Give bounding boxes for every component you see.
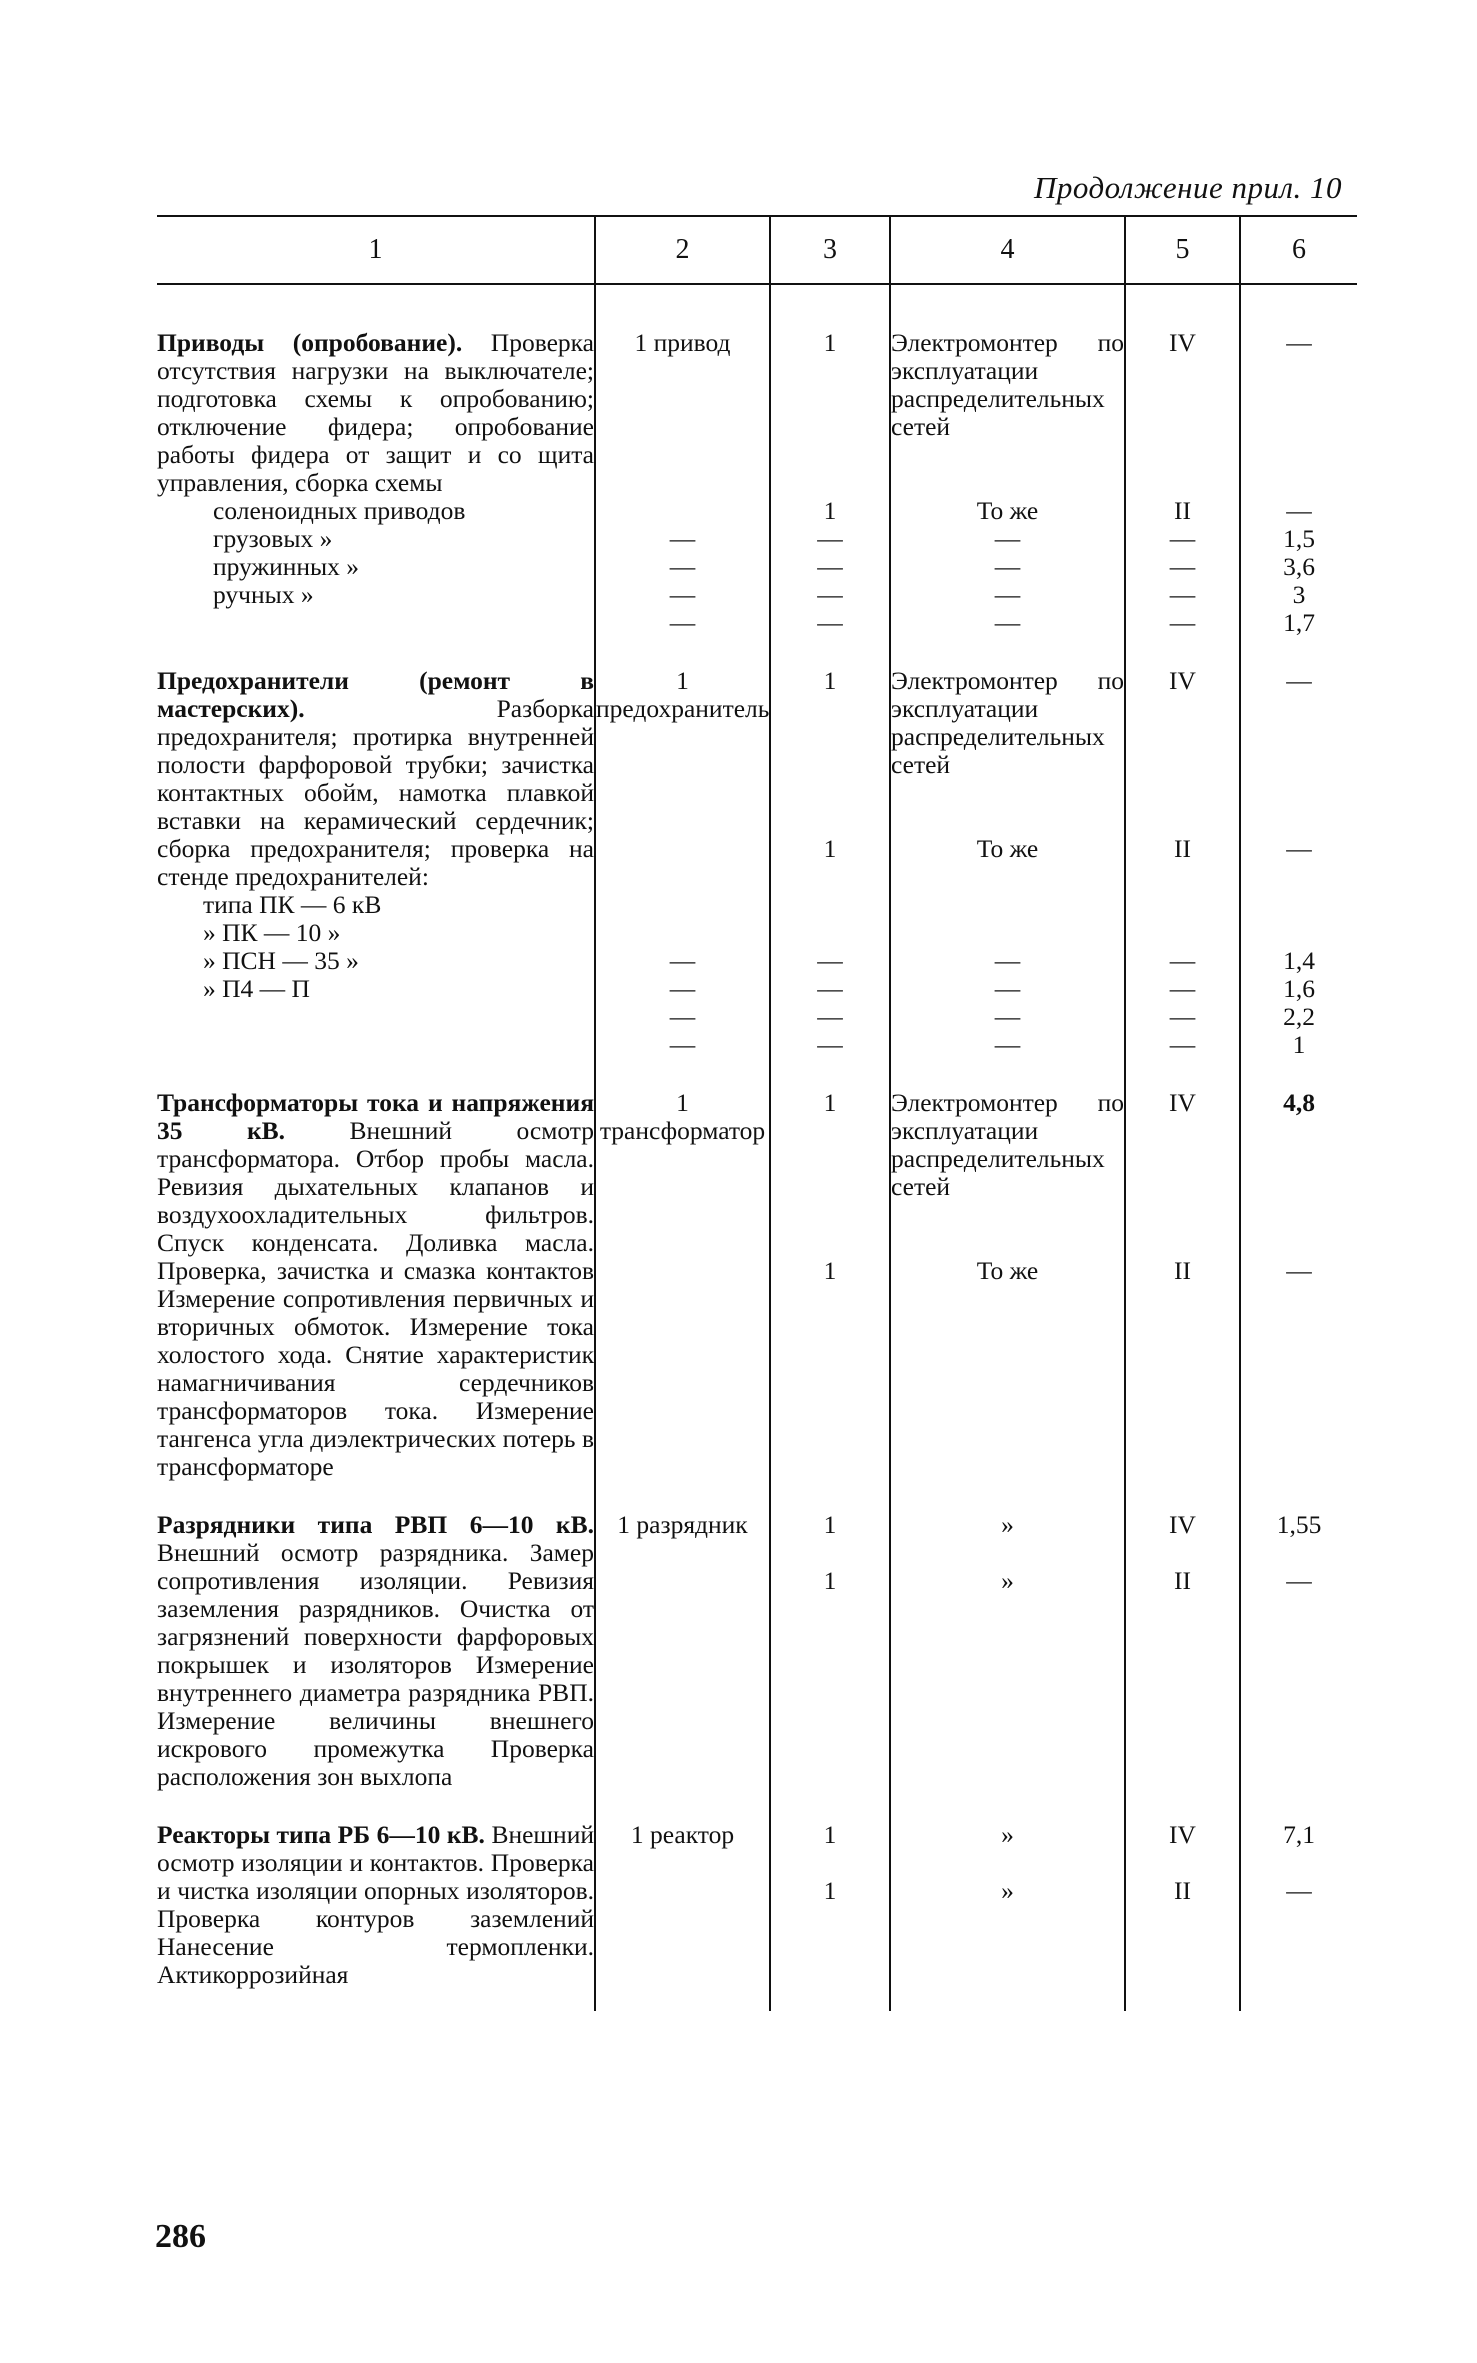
executor-ditto: » [1001,1566,1014,1595]
work-text: Проверка отсутствия нагрузки на выключателе; подготовка схемы к опробованию; отключение фидера; опробование работы фидера от защит и со щита управления, сборка схемы [157,328,594,497]
quantity-1: 1 [823,1820,837,1849]
dash: — [817,1002,843,1031]
work-description [157,1511,594,1791]
sub-value: 1 [1292,1030,1306,1059]
table-row [157,1791,1357,2011]
dash: — [1169,946,1196,975]
sub-value: 2,2 [1283,1002,1315,1031]
sub-item: типа ПК — 6 кВ [203,890,382,919]
work-title: Разрядники типа РВП 6—10 кВ. [157,1510,594,1539]
dash: — [994,580,1021,609]
dash: — [1169,1002,1196,1031]
dash: — [669,580,696,609]
quantity-2: 1 [823,1256,837,1285]
grade-2: II [1174,834,1191,863]
dash: — [994,1030,1021,1059]
work-description [157,1821,594,1989]
sub-item: грузовых » [213,524,333,553]
sub-value: 3,6 [1283,552,1315,581]
sub-item: » ПСН — 35 » [203,946,359,975]
continuation-label: Продолжение прил. 10 [1034,170,1342,205]
dash: — [1169,524,1196,553]
grade-2: II [1174,1566,1191,1595]
grade-1: IV [1169,1088,1196,1117]
dash: — [817,580,843,609]
sub-item: соленоидных приводов [213,496,466,525]
value-1: 7,1 [1283,1820,1315,1849]
grade-2: II [1174,496,1191,525]
grade-1: IV [1169,1510,1196,1539]
unit-cell: 1 реактор [630,1820,735,1849]
dash: — [669,974,696,1003]
works-table [157,215,1357,2011]
dash: — [1169,552,1196,581]
dash: — [994,524,1021,553]
sub-item: пружинных » [213,552,360,581]
grade-1: IV [1169,1820,1196,1849]
work-description [157,1089,594,1481]
sub-value: 1,4 [1283,946,1315,975]
dash: — [994,1002,1021,1031]
quantity-2: 1 [823,1566,837,1595]
value-1: — [1286,328,1312,357]
header-col-4: 4 [890,216,1125,284]
dash: — [669,1002,696,1031]
table-row [157,284,1357,637]
value-1: 1,55 [1276,1510,1322,1539]
table-row [157,1059,1357,1481]
dash: — [669,1030,696,1059]
value-1: — [1286,666,1312,695]
grade-2: II [1174,1876,1191,1905]
value-2: — [1286,1876,1312,1905]
executor-ditto: » [1001,1820,1014,1849]
header-col-1: 1 [157,216,595,284]
dash: — [817,974,843,1003]
grade-1: IV [1169,666,1196,695]
header-row [157,216,1357,284]
dash: — [669,946,696,975]
work-title: Реакторы типа РБ 6—10 кВ. [157,1820,485,1849]
quantity-2: 1 [823,496,837,525]
dash: — [817,946,843,975]
executor-same: То же [976,834,1039,863]
executor-same: То же [976,496,1039,525]
dash: — [994,608,1021,637]
sub-item: ручных » [213,580,314,609]
value-2: — [1286,1256,1312,1285]
work-text: Внешний осмотр изоляции и контактов. Проверка и чистка изоляции опорных изоляторов. Проверка контуров заземлений Нанесение термопленки. Актикоррозийная [157,1820,594,1989]
work-description [157,667,594,891]
work-text: Внешний осмотр разрядника. Замер сопротивления изоляции. Ревизия заземления разрядников. Очистка от загрязнений поверхности фарфоровых покрышек и изоляторов Измерение внутреннего диаметра разрядника РВП. Измерение величины внешнего искрового промежутка Проверка расположения зон выхлопа [157,1538,594,1791]
header-col-5: 5 [1125,216,1240,284]
grade-2: II [1174,1256,1191,1285]
work-title: Предохранители (ремонт в мастерских). [157,666,594,723]
value-2: — [1286,1566,1312,1595]
dash: — [994,974,1021,1003]
sub-item: » ПК — 10 » [203,918,341,947]
work-description [157,329,594,497]
dash: — [817,608,843,637]
executor: Электромонтер по эксплуатации распределительных сетей [891,1088,1124,1201]
page-number: 286 [155,2218,206,2255]
dash: — [817,1030,843,1059]
work-text: Внешний осмотр трансформатора. Отбор пробы масла. Ревизия дыхательных клапанов и воздухоохладительных фильтров. Спуск конденсата. Доливка масла. Проверка, зачистка и смазка контактов Измерение сопротивления первичных и вторичных обмоток. Измерение тока холостого хода. Снятие характеристик намагничивания сердечников трансформаторов тока. Измерение тангенса угла диэлектрических потерь в трансформаторе [157,1116,594,1481]
unit-cell: 1 привод [634,328,731,357]
executor: Электромонтер по эксплуатации распределительных сетей [891,666,1124,779]
quantity-2: 1 [823,834,837,863]
dash: — [994,946,1021,975]
unit-cell: 1 трансформатор [599,1088,766,1145]
table-row [157,637,1357,1059]
table-row [157,1481,1357,1791]
work-text: Разборка предохранителя; протирка внутренней полости фарфоровой трубки; зачистка контактных обойм, намотка плавкой вставки на керамический сердечник; сборка предохранителя; проверка на стенде предохранителей: [157,694,594,891]
quantity-2: 1 [823,1876,837,1905]
work-title: Приводы (опробование). [157,328,463,357]
dash: — [1169,580,1196,609]
quantity-1: 1 [823,328,837,357]
value-2: — [1286,496,1312,525]
sub-value: 1,5 [1283,524,1315,553]
work-title: Трансформаторы тока и напряжения 35 кВ. [157,1088,594,1145]
sub-value: 1,6 [1283,974,1315,1003]
quantity-1: 1 [823,666,837,695]
header-col-3: 3 [770,216,890,284]
grade-1: IV [1169,328,1196,357]
unit-cell: 1 разрядник [617,1510,748,1539]
unit-cell: 1 предохранитель [596,666,770,723]
dash: — [669,608,696,637]
value-2: — [1286,834,1312,863]
executor-same: То же [976,1256,1039,1285]
dash: — [1169,608,1196,637]
quantity-1: 1 [823,1510,837,1539]
sub-value: 3 [1292,580,1306,609]
header-col-2: 2 [595,216,770,284]
dash: — [1169,974,1196,1003]
value-1: 4,8 [1283,1088,1315,1117]
dash: — [817,552,843,581]
sub-item: » П4 — П [203,974,310,1003]
dash: — [994,552,1021,581]
dash: — [1169,1030,1196,1059]
dash: — [669,552,696,581]
header-col-6: 6 [1240,216,1357,284]
dash: — [817,524,843,553]
executor-ditto: » [1001,1876,1014,1905]
sub-value: 1,7 [1283,608,1315,637]
executor: Электромонтер по эксплуатации распределительных сетей [891,328,1124,441]
quantity-1: 1 [823,1088,837,1117]
dash: — [669,524,696,553]
executor-ditto: » [1001,1510,1014,1539]
